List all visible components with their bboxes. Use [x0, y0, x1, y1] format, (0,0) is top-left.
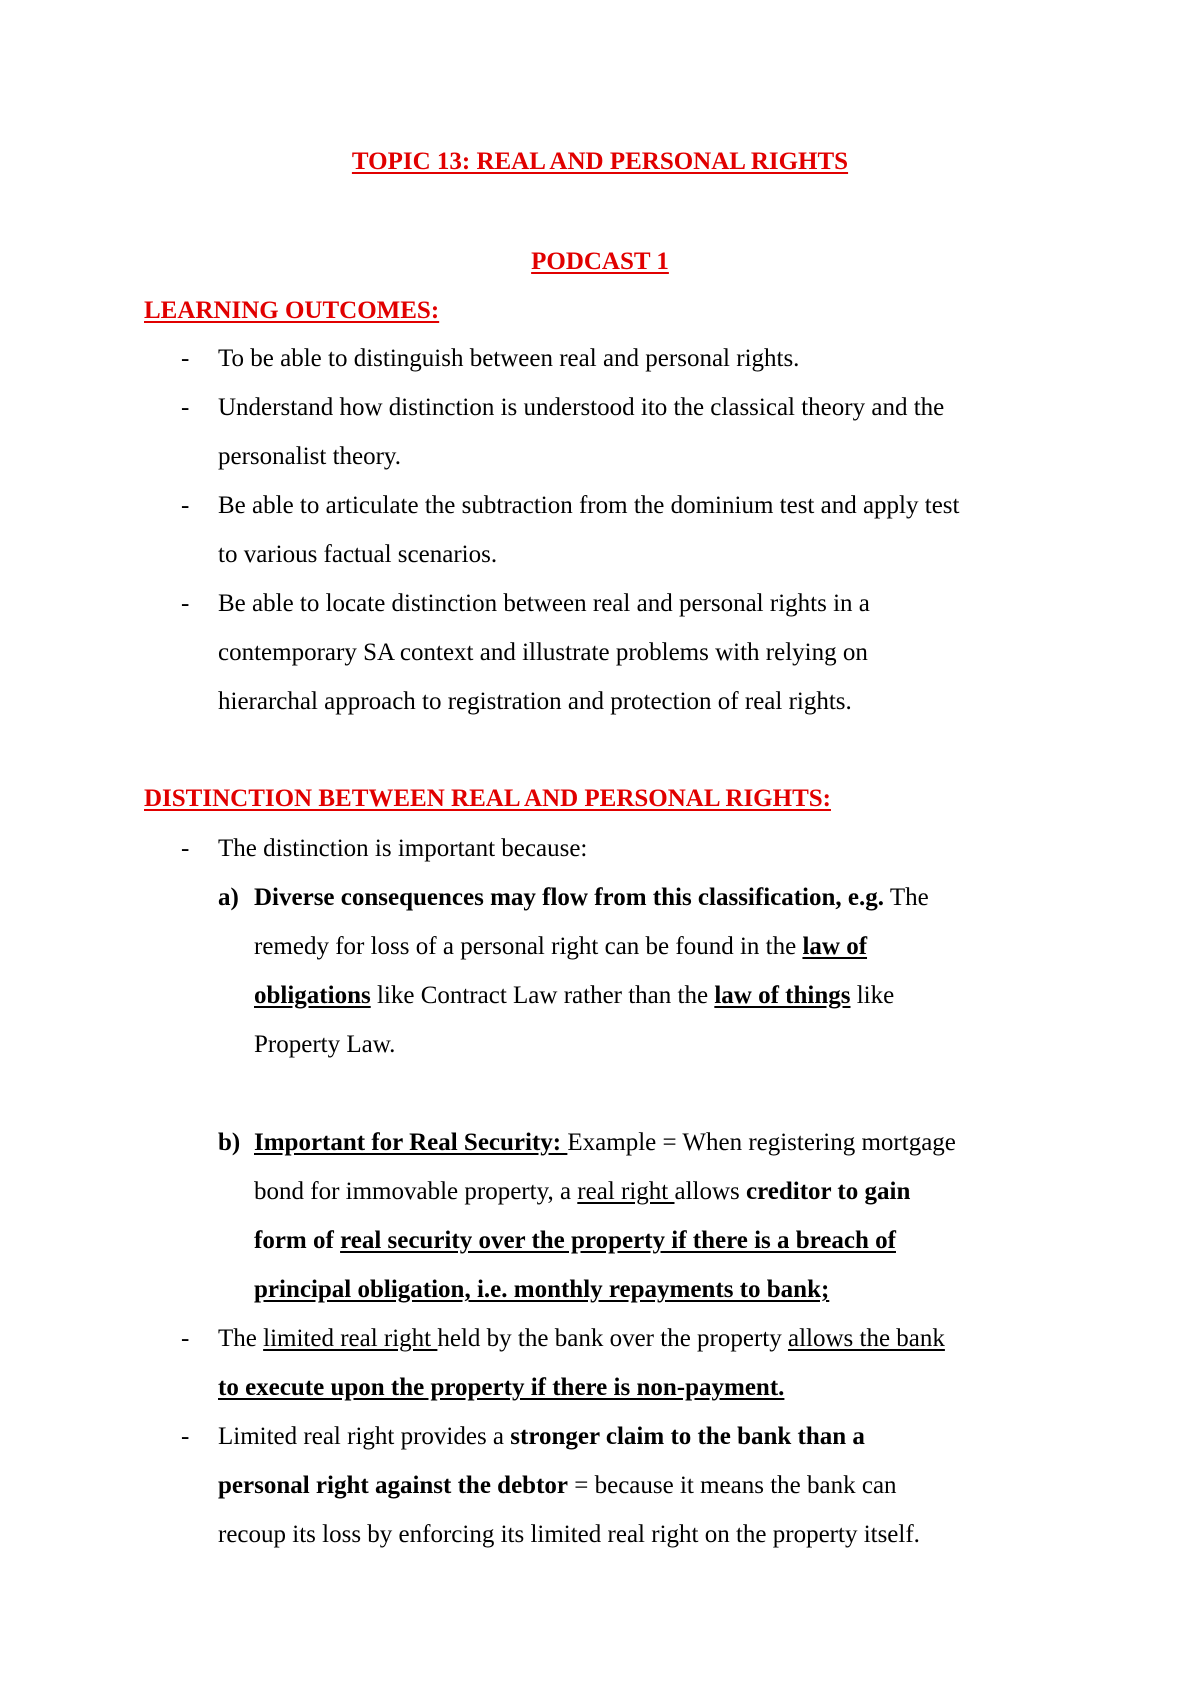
item-b-text: Example = When registering mortgage: [567, 1129, 956, 1156]
personal-right-bold: personal right against the debtor: [218, 1472, 568, 1499]
item-a-text: like: [850, 982, 895, 1009]
distinction-heading: DISTINCTION BETWEEN REAL AND PERSONAL RIGHTS:: [144, 785, 831, 812]
bullet-text: = because it means the bank can: [568, 1472, 897, 1499]
bullet-text: The: [218, 1325, 264, 1352]
limited-real-right-term: limited real right: [263, 1325, 438, 1352]
page-title: TOPIC 13: REAL AND PERSONAL RIGHTS: [351, 148, 849, 175]
stronger-claim-line-3: recoup its loss by enforcing its limited real right on the property itself.: [218, 1521, 920, 1548]
page-title-wrap: [0, 148, 1200, 176]
item-a-marker: a): [218, 884, 239, 911]
item-a-line-3: [254, 981, 894, 1011]
item-b-text: allows: [674, 1178, 747, 1205]
law-of-things-term: law of things: [714, 982, 851, 1009]
execute-property-term: to execute upon the property if there is non-payment.: [218, 1374, 785, 1401]
item-b-line-2: [254, 1177, 910, 1207]
bullet-text: held by the bank over the property: [437, 1325, 788, 1352]
outcome-1-line-1: To be able to distinguish between real and personal rights.: [218, 345, 800, 372]
item-a-text: remedy for loss of a personal right can be found in the: [254, 933, 803, 960]
item-a-text: like Contract Law rather than the: [370, 982, 715, 1009]
outcome-2-line-2: personalist theory.: [218, 443, 402, 470]
learning-outcomes-heading: LEARNING OUTCOMES:: [144, 297, 440, 324]
outcome-3-line-1: Be able to articulate the subtraction from the dominium test and apply test: [218, 492, 960, 519]
item-b-emphasis: principal obligation, i.e. monthly repayments to bank;: [254, 1276, 830, 1303]
obligations-term: obligations: [254, 982, 371, 1009]
item-b-line-4: [254, 1275, 829, 1305]
podcast-heading-wrap: [0, 248, 1200, 276]
item-a-line-1: [254, 883, 929, 913]
bullet-text: Limited real right provides a: [218, 1423, 511, 1450]
real-right-term: real right: [577, 1178, 675, 1205]
item-b-bold-text: creditor to gain: [746, 1178, 911, 1205]
limited-right-line-2: [218, 1373, 784, 1403]
stronger-claim-bold: stronger claim to the bank than a: [510, 1423, 865, 1450]
law-of-obligations-term: law of: [802, 933, 868, 960]
item-a-bold-text: Diverse consequences may flow from this classification, e.g.: [254, 884, 885, 911]
bullet-dash: -: [181, 1325, 190, 1352]
bullet-dash: -: [181, 345, 190, 372]
bullet-dash: -: [181, 835, 190, 862]
bullet-dash: -: [181, 590, 190, 617]
item-a-text: The: [884, 884, 929, 911]
outcome-4-line-1: Be able to locate distinction between real and personal rights in a: [218, 590, 870, 617]
real-security-term: Important for Real Security:: [254, 1129, 568, 1156]
item-b-text: bond for immovable property, a: [254, 1178, 578, 1205]
outcome-4-line-3: hierarchal approach to registration and protection of real rights.: [218, 688, 852, 715]
bullet-dash: -: [181, 394, 190, 421]
stronger-claim-line-1: [218, 1422, 865, 1452]
bullet-dash: -: [181, 492, 190, 519]
limited-right-line-1: [218, 1324, 945, 1354]
item-b-marker: b): [218, 1129, 241, 1156]
stronger-claim-line-2: [218, 1471, 897, 1501]
item-a-line-4: Property Law.: [254, 1031, 396, 1058]
item-a-line-2: [254, 932, 867, 962]
bullet-dash: -: [181, 1423, 190, 1450]
item-b-bold-text: form of: [254, 1227, 341, 1254]
distinction-intro: The distinction is important because:: [218, 835, 588, 862]
outcome-2-line-1: Understand how distinction is understood ito the classical theory and the: [218, 394, 945, 421]
outcome-3-line-2: to various factual scenarios.: [218, 541, 498, 568]
allows-bank-term: allows the bank: [787, 1325, 945, 1352]
item-b-line-1: [254, 1128, 956, 1158]
podcast-heading: PODCAST 1: [531, 248, 669, 275]
item-b-emphasis: real security over the property if there is a breach of: [340, 1227, 896, 1254]
item-b-line-3: [254, 1226, 896, 1256]
outcome-4-line-2: contemporary SA context and illustrate problems with relying on: [218, 639, 868, 666]
